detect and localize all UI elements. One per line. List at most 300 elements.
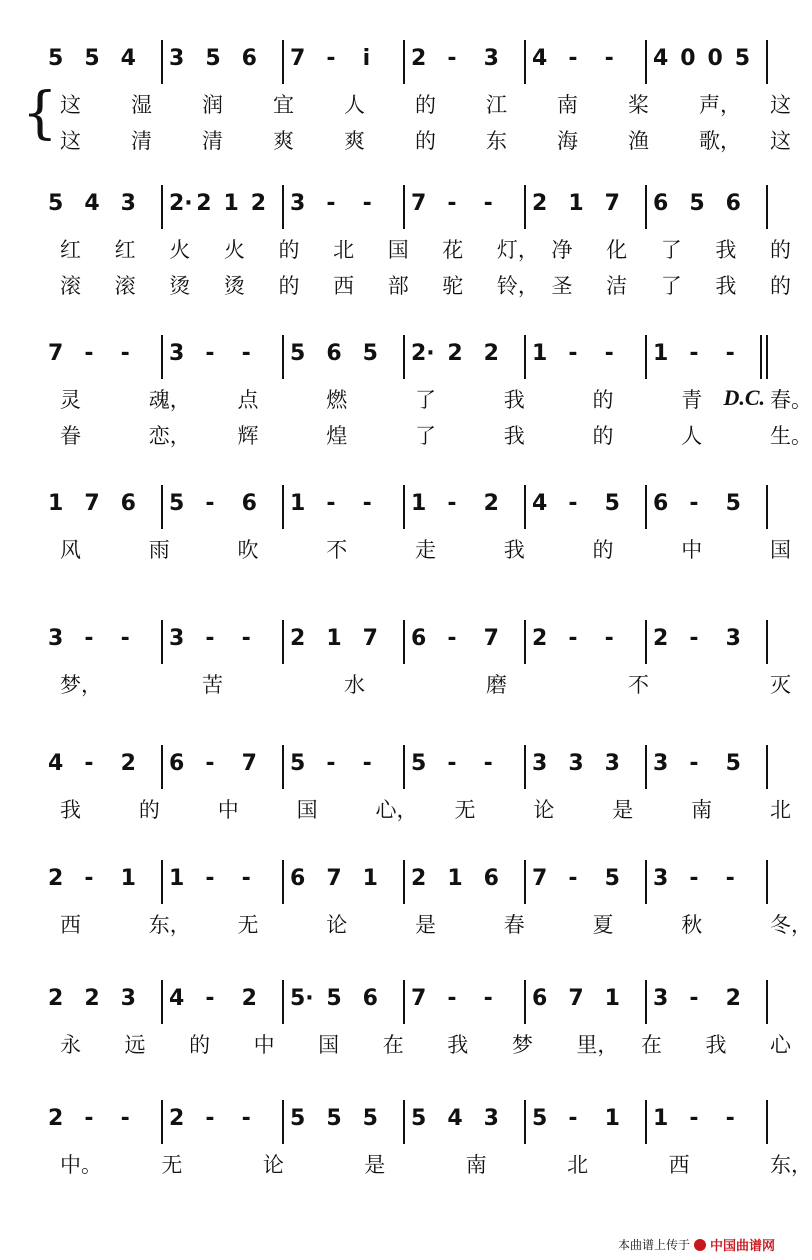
- note: 1: [653, 341, 669, 366]
- note: 6: [290, 866, 306, 891]
- dash-extension: -: [205, 751, 215, 776]
- note: 7: [84, 491, 100, 516]
- lyric-word: 我: [715, 238, 737, 262]
- note: 0: [707, 46, 723, 71]
- note: 4: [532, 46, 548, 71]
- note-row: [0, 620, 789, 660]
- dash-extension: -: [447, 191, 457, 216]
- lyric-word: 滚: [60, 274, 81, 298]
- note: 6: [653, 491, 669, 516]
- bar-line: [524, 485, 526, 529]
- note: 3: [483, 46, 499, 71]
- lyric-word: 铃，: [496, 274, 539, 298]
- dash-extension: -: [604, 341, 614, 366]
- lyric-word: 爽: [273, 129, 294, 153]
- lyric-word: 生。: [770, 424, 812, 448]
- verse-brace: {: [22, 81, 58, 146]
- note: 2: [48, 986, 64, 1011]
- lyric-word: 北: [770, 798, 791, 822]
- dash-extension: -: [689, 341, 699, 366]
- dash-extension: -: [689, 626, 699, 651]
- lyric-line: [0, 795, 789, 825]
- lyric-word: 辉: [237, 424, 259, 448]
- note: 5: [411, 751, 427, 776]
- lyric-word: 永: [60, 1033, 81, 1057]
- note: 5: [734, 46, 751, 71]
- lyric-word: 南: [465, 1153, 487, 1177]
- dash-extension: -: [604, 46, 614, 71]
- bar-line: [645, 485, 647, 529]
- bar-line: [766, 620, 768, 664]
- bar-line: [766, 485, 768, 529]
- dash-extension: -: [84, 751, 94, 776]
- note-row: [0, 185, 789, 225]
- note: 3: [169, 46, 185, 71]
- lyric-word: 了: [660, 238, 682, 262]
- note: 2: [411, 866, 427, 891]
- lyric-word: 心: [770, 1033, 791, 1057]
- lyric-word: 雨: [148, 538, 170, 562]
- lyric-word: 了: [415, 388, 436, 412]
- dash-extension: -: [725, 866, 735, 891]
- bar-line: [524, 335, 526, 379]
- dash-extension: -: [568, 341, 578, 366]
- lyric-word: 海: [557, 129, 578, 153]
- lyric-word: 心，: [375, 798, 418, 822]
- lyric-word: 水: [344, 673, 365, 697]
- dash-extension: -: [84, 341, 94, 366]
- final-bar-line: [760, 335, 762, 379]
- bar-line: [161, 40, 163, 84]
- note: 7: [241, 751, 257, 776]
- dash-extension: -: [689, 1106, 699, 1131]
- note: 6: [326, 341, 342, 366]
- note: 5: [689, 191, 705, 216]
- lyric-word: 红: [114, 238, 136, 262]
- lyric-line: [0, 126, 789, 156]
- note: 5: [604, 866, 620, 891]
- dash-extension: -: [447, 491, 457, 516]
- note: 1: [290, 491, 306, 516]
- note: 1: [653, 1106, 669, 1131]
- lyric-word: 西: [333, 274, 355, 298]
- lyric-line: [0, 235, 789, 265]
- lyric-word: 的: [278, 238, 300, 262]
- note: 3: [604, 751, 620, 776]
- note: 6: [169, 751, 185, 776]
- lyric-line: [0, 271, 789, 301]
- dash-extension: -: [205, 1106, 215, 1131]
- note: 1: [223, 191, 239, 216]
- bar-line: [403, 1100, 405, 1144]
- note: 0: [680, 46, 696, 71]
- dash-extension: -: [120, 341, 130, 366]
- lyric-word: 中: [681, 538, 703, 562]
- note: 2: [241, 986, 257, 1011]
- lyric-word: 清: [202, 129, 223, 153]
- note: 3: [290, 191, 306, 216]
- note: 7: [362, 626, 378, 651]
- note: 6: [120, 491, 136, 516]
- lyric-word: 爽: [344, 129, 365, 153]
- lyric-line: [0, 385, 812, 415]
- lyric-word: 滚: [114, 274, 136, 298]
- dash-extension: -: [725, 341, 735, 366]
- lyric-word: 了: [415, 424, 436, 448]
- dash-extension: -: [447, 751, 457, 776]
- lyric-word: 青: [681, 388, 703, 412]
- lyric-word: 魂，: [148, 388, 191, 412]
- bar-line: [645, 1100, 647, 1144]
- lyric-word: 花: [442, 238, 464, 262]
- site-logo-text: 中国曲谱网: [709, 1239, 775, 1254]
- bar-line: [766, 185, 768, 229]
- lyric-word: 无: [237, 913, 259, 937]
- lyric-word: 我: [60, 798, 81, 822]
- dash-extension: -: [447, 626, 457, 651]
- lyric-word: 春。: [770, 388, 812, 412]
- bar-line: [524, 745, 526, 789]
- dash-extension: -: [205, 626, 215, 651]
- lyric-word: 南: [557, 93, 578, 117]
- bar-line: [403, 745, 405, 789]
- note: 1: [362, 866, 378, 891]
- note: 7: [411, 986, 427, 1011]
- note: 7: [48, 341, 64, 366]
- note: 5: [205, 46, 221, 71]
- dash-extension: -: [689, 866, 699, 891]
- bar-line: [524, 980, 526, 1024]
- note: 5: [48, 46, 64, 71]
- note: 2: [447, 341, 463, 366]
- dash-extension: -: [84, 626, 94, 651]
- dash-extension: -: [241, 341, 251, 366]
- bar-line: [161, 620, 163, 664]
- lyric-word: 声，: [699, 93, 741, 117]
- note: 3: [653, 986, 669, 1011]
- lyric-word: 西: [668, 1153, 690, 1177]
- bar-line: [161, 860, 163, 904]
- dash-extension: -: [689, 751, 699, 776]
- lyric-word: 清: [131, 129, 152, 153]
- dash-extension: -: [241, 866, 251, 891]
- site-logo-icon: [694, 1239, 706, 1251]
- note: 5: [169, 491, 185, 516]
- lyric-word: 春: [503, 913, 525, 937]
- note-row: [0, 860, 789, 900]
- lyric-word: 的: [770, 238, 791, 262]
- lyric-word: 国: [387, 238, 409, 262]
- note: 5: [725, 751, 741, 776]
- dash-extension: -: [362, 491, 372, 516]
- lyric-word: 论: [326, 913, 348, 937]
- dash-extension: -: [120, 626, 130, 651]
- bar-line: [282, 620, 284, 664]
- bar-line: [161, 1100, 163, 1144]
- note: 2: [532, 626, 548, 651]
- note: 5·: [290, 986, 314, 1011]
- lyric-word: 这: [60, 129, 81, 153]
- bar-line: [766, 745, 768, 789]
- note: 1: [568, 191, 584, 216]
- dash-extension: -: [326, 751, 336, 776]
- lyric-word: 洁: [606, 274, 628, 298]
- note: 2: [84, 986, 100, 1011]
- note: 3: [120, 191, 136, 216]
- dash-extension: -: [326, 491, 336, 516]
- lyric-word: 这: [770, 129, 791, 153]
- note: 7: [604, 191, 620, 216]
- dash-extension: -: [326, 191, 336, 216]
- lyric-word: 桨: [628, 93, 649, 117]
- lyric-word: 论: [262, 1153, 284, 1177]
- lyric-word: 苦: [202, 673, 223, 697]
- dash-extension: -: [447, 46, 457, 71]
- bar-line: [161, 485, 163, 529]
- lyric-word: 人: [681, 424, 703, 448]
- bar-line: [161, 335, 163, 379]
- bar-line: [524, 620, 526, 664]
- dash-extension: -: [689, 491, 699, 516]
- footer: [618, 1235, 775, 1254]
- note: 2: [290, 626, 306, 651]
- bar-line: [403, 620, 405, 664]
- note: 6: [725, 191, 741, 216]
- lyric-line: [0, 1030, 789, 1060]
- lyric-line: [0, 670, 789, 700]
- lyric-word: 灭: [770, 673, 791, 697]
- lyric-word: 中。: [60, 1153, 102, 1177]
- dash-extension: -: [362, 191, 372, 216]
- dash-extension: -: [205, 866, 215, 891]
- lyric-word: 东: [486, 129, 507, 153]
- lyric-word: 走: [415, 538, 436, 562]
- bar-line: [524, 860, 526, 904]
- bar-line: [524, 1100, 526, 1144]
- lyric-word: 国: [296, 798, 318, 822]
- lyric-word: 吹: [237, 538, 259, 562]
- lyric-word: 灵: [60, 388, 81, 412]
- note: 7: [290, 46, 306, 71]
- lyric-line: [0, 910, 812, 940]
- note: 2: [725, 986, 741, 1011]
- note: 5: [84, 46, 100, 71]
- dash-extension: -: [241, 626, 251, 651]
- note: 5: [532, 1106, 548, 1131]
- footer-text: 本曲谱上传于: [617, 1238, 690, 1252]
- note: 4: [120, 46, 136, 71]
- lyric-word: 是: [364, 1153, 386, 1177]
- lyric-word: 中: [217, 798, 239, 822]
- lyric-word: 在: [382, 1033, 404, 1057]
- lyric-word: 北: [333, 238, 355, 262]
- lyric-word: 了: [660, 274, 682, 298]
- note: 2·: [411, 341, 435, 366]
- note: 7: [483, 626, 499, 651]
- lyric-word: 东，: [770, 1153, 812, 1177]
- lyric-word: 的: [770, 274, 791, 298]
- bar-line: [282, 485, 284, 529]
- lyric-word: 北: [567, 1153, 589, 1177]
- dash-extension: -: [604, 626, 614, 651]
- note: 2: [48, 866, 64, 891]
- bar-line: [645, 40, 647, 84]
- lyric-word: 西: [60, 913, 81, 937]
- note: 3: [169, 341, 185, 366]
- dash-extension: -: [205, 986, 215, 1011]
- lyric-word: 我: [503, 388, 525, 412]
- note: 2: [483, 341, 499, 366]
- bar-line: [403, 185, 405, 229]
- lyric-word: 不: [628, 673, 649, 697]
- dash-extension: -: [120, 1106, 130, 1131]
- lyric-word: 无: [161, 1153, 183, 1177]
- bar-line: [403, 860, 405, 904]
- bar-line: [766, 335, 768, 379]
- dash-extension: -: [568, 626, 578, 651]
- lyric-word: 梦，: [60, 673, 102, 697]
- dash-extension: -: [568, 46, 578, 71]
- note: 3: [169, 626, 185, 651]
- lyric-word: 湿: [131, 93, 152, 117]
- lyric-word: 润: [202, 93, 223, 117]
- bar-line: [161, 185, 163, 229]
- note: 7: [568, 986, 584, 1011]
- lyric-word: 恋，: [148, 424, 191, 448]
- lyric-word: 江: [486, 93, 507, 117]
- dash-extension: -: [326, 46, 336, 71]
- note: 5: [362, 1106, 378, 1131]
- lyric-word: 的: [415, 129, 436, 153]
- lyric-word: 远: [124, 1033, 146, 1057]
- note: 7: [411, 191, 427, 216]
- lyric-word: 夏: [592, 913, 614, 937]
- lyric-word: 这: [770, 93, 791, 117]
- note: 5: [725, 491, 741, 516]
- note-row: [0, 335, 789, 375]
- note: i: [362, 46, 371, 71]
- note: 5: [290, 341, 306, 366]
- note: 1: [604, 986, 620, 1011]
- lyric-word: 红: [60, 238, 81, 262]
- dash-extension: -: [689, 986, 699, 1011]
- bar-line: [645, 860, 647, 904]
- lyric-word: 的: [592, 424, 614, 448]
- lyric-word: 论: [533, 798, 555, 822]
- dash-extension: -: [568, 491, 578, 516]
- dash-extension: -: [84, 866, 94, 891]
- bar-line: [161, 745, 163, 789]
- dash-extension: -: [725, 1106, 735, 1131]
- bar-line: [524, 185, 526, 229]
- bar-line: [282, 335, 284, 379]
- bar-line: [766, 1100, 768, 1144]
- note: 5: [290, 751, 306, 776]
- lyric-word: 冬，: [770, 913, 812, 937]
- note: 1: [120, 866, 136, 891]
- note-row: [0, 1100, 789, 1140]
- note: 3: [568, 751, 584, 776]
- lyric-word: 净: [551, 238, 573, 262]
- lyric-word: 的: [138, 798, 160, 822]
- lyric-word: 的: [278, 274, 300, 298]
- note: 6: [411, 626, 427, 651]
- lyric-word: 烫: [169, 274, 191, 298]
- bar-line: [645, 335, 647, 379]
- note: 6: [653, 191, 669, 216]
- bar-line: [282, 860, 284, 904]
- lyric-word: 人: [344, 93, 365, 117]
- bar-line: [645, 745, 647, 789]
- lyric-word: 无: [454, 798, 476, 822]
- lyric-word: 渔: [628, 129, 649, 153]
- note: 2: [250, 191, 267, 216]
- bar-line: [282, 980, 284, 1024]
- lyric-word: 国: [318, 1033, 340, 1057]
- note-row: [0, 485, 789, 525]
- note: 1: [532, 341, 548, 366]
- note: 1: [326, 626, 342, 651]
- note: 1: [604, 1106, 620, 1131]
- note: 4: [48, 751, 64, 776]
- note: 2: [653, 626, 669, 651]
- note: 3: [483, 1106, 499, 1131]
- note-row: [0, 745, 789, 785]
- note: 6: [241, 46, 257, 71]
- note: 3: [653, 866, 669, 891]
- dash-extension: -: [447, 986, 457, 1011]
- lyric-word: 南: [691, 798, 713, 822]
- note: 1: [447, 866, 463, 891]
- lyric-word: 东，: [148, 913, 191, 937]
- lyric-word: 我: [447, 1033, 469, 1057]
- lyric-word: 我: [503, 538, 525, 562]
- lyric-word: 磨: [486, 673, 507, 697]
- bar-line: [282, 745, 284, 789]
- lyric-word: 这: [60, 93, 81, 117]
- lyric-word: 秋: [681, 913, 703, 937]
- bar-line: [645, 980, 647, 1024]
- dash-extension: -: [483, 191, 493, 216]
- dc-mark: D.C.: [723, 385, 765, 410]
- lyric-word: 的: [592, 538, 614, 562]
- note: 2: [411, 46, 427, 71]
- lyric-word: 在: [640, 1033, 662, 1057]
- note: 6: [532, 986, 548, 1011]
- dash-extension: -: [568, 1106, 578, 1131]
- lyric-word: 化: [606, 238, 628, 262]
- note: 2: [120, 751, 136, 776]
- lyric-word: 烫: [223, 274, 245, 298]
- lyric-word: 煌: [326, 424, 348, 448]
- note: 5: [411, 1106, 427, 1131]
- dash-extension: -: [205, 341, 215, 366]
- dash-extension: -: [568, 866, 578, 891]
- lyric-word: 歌，: [699, 129, 741, 153]
- note: 5: [362, 341, 378, 366]
- lyric-line: [0, 535, 789, 565]
- note: 4: [447, 1106, 463, 1131]
- note: 5: [326, 1106, 342, 1131]
- note: 2: [532, 191, 548, 216]
- lyric-word: 的: [189, 1033, 211, 1057]
- lyric-word: 灯，: [496, 238, 539, 262]
- note: 1: [411, 491, 427, 516]
- note-row: [0, 980, 789, 1020]
- lyric-word: 是: [612, 798, 634, 822]
- note: 3: [532, 751, 548, 776]
- lyric-word: 中: [253, 1033, 275, 1057]
